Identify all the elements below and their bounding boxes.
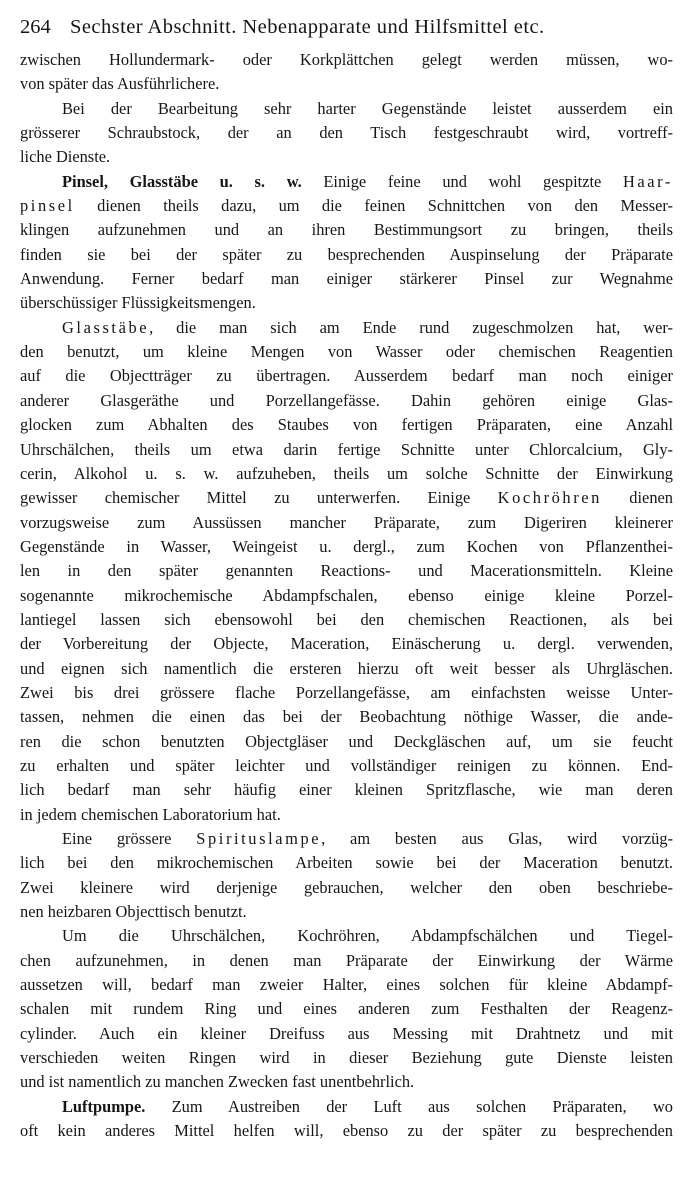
- text-segment: lich bedarf man sehr häufig einer kleinen Spritzflasche, wie man deren: [20, 780, 673, 800]
- text-segment: klingen aufzunehmen und an ihren Bestimmungsort zu bringen, theils: [20, 220, 673, 240]
- text-line: [20, 243, 673, 267]
- text-segment: oft kein anderes Mittel helfen will, ebenso zu der später zu besprechenden: [20, 1121, 673, 1141]
- running-title: Sechster Abschnitt. Nebenapparate und Hilfsmittel etc.: [70, 16, 545, 38]
- text-line: [20, 827, 673, 851]
- text-segment: gewisser chemischer Mittel zu unterwerfen. Einige: [20, 488, 498, 508]
- text-segment: verschieden weiten Ringen wird in dieser Beziehung gute Dienste leisten: [20, 1048, 673, 1068]
- text-line: [20, 949, 673, 973]
- text-line: [20, 121, 673, 145]
- text-line: [20, 1119, 673, 1143]
- text-segment: liche Dienste.: [20, 147, 111, 167]
- text-line: [20, 584, 673, 608]
- text-line: [20, 535, 673, 559]
- text-line: [20, 340, 673, 364]
- text-segment: cerin, Alkohol u. s. w. aufzuheben, theils um solche Schnitte der Einwirkung: [20, 463, 673, 483]
- text-line: [20, 48, 673, 72]
- text-line: [20, 511, 673, 535]
- text-line: [20, 559, 673, 583]
- text-segment: Uhrschälchen, theils um etwa darin fertige Schnitte unter Chlorcalcium, Gly-: [20, 439, 673, 459]
- text-segment: lich bei den mikrochemischen Arbeiten sowie bei der Maceration benutzt.: [20, 853, 673, 873]
- spaced-term: pinsel: [20, 196, 75, 216]
- text-segment: grösserer Schraubstock, der an den Tisch festgeschraubt wird, vortreff-: [20, 123, 673, 143]
- text-line: [20, 72, 673, 96]
- text-line: [20, 364, 673, 388]
- text-segment: nen heizbaren Objecttisch benutzt.: [20, 902, 247, 922]
- text-segment: in jedem chemischen Laboratorium hat.: [20, 804, 281, 824]
- text-line: [20, 900, 673, 924]
- text-segment: zu erhalten und später leichter und vollständiger reinigen zu können. End-: [20, 755, 673, 775]
- text-segment: der Vorbereitung der Objecte, Maceration, Einäscherung u. dergl. verwenden,: [20, 634, 673, 654]
- text-segment: dienen: [601, 488, 673, 508]
- text-segment: Zwei kleinere wird derjenige gebrauchen, welcher den oben beschriebe-: [20, 877, 673, 897]
- text-segment: aussetzen will, bedarf man zweier Halter, eines solchen für kleine Abdampf-: [20, 975, 673, 995]
- text-line: [20, 876, 673, 900]
- text-segment: Um die Uhrschälchen, Kochröhren, Abdampfschälchen und Tiegel-: [62, 926, 673, 946]
- text-line: [20, 754, 673, 778]
- spaced-term: Glasstäbe: [62, 317, 150, 337]
- spaced-term: Kochröhren: [497, 488, 602, 508]
- running-header: [20, 14, 673, 40]
- text-segment: Eine grössere: [62, 829, 197, 848]
- text-segment: glocken zum Abhalten des Staubes von fertigen Präparaten, eine Anzahl: [20, 415, 673, 435]
- text-line: [20, 291, 673, 315]
- text-segment: len in den später genannten Reactions- und Macerationsmitteln. Kleine: [20, 561, 673, 581]
- text-segment: cylinder. Auch ein kleiner Dreifuss aus Messing mit Drahtnetz und mit: [20, 1023, 673, 1043]
- text-segment: anderer Glasgeräthe und Porzellangefässe. Dahin gehören einige Glas-: [20, 390, 673, 410]
- text-segment: sogenannte mikrochemische Abdampfschalen, ebenso einige kleine Porzel-: [20, 585, 673, 605]
- text-segment: finden sie bei der später zu besprechenden Auspinselung der Präparate: [20, 244, 673, 264]
- text-segment: Zum Austreiben der Luft aus solchen Präparaten, wo: [145, 1096, 673, 1116]
- text-line: [20, 924, 673, 948]
- text-line: [20, 462, 673, 486]
- text-line: [20, 1095, 673, 1119]
- text-segment: dienen theils dazu, um die feinen Schnittchen von den Messer-: [74, 196, 673, 216]
- text-line: [20, 438, 673, 462]
- bold-heading: Pinsel, Glasstäbe u. s. w.: [62, 171, 302, 191]
- text-segment: , die man sich am Ende rund zugeschmolzen hat, wer-: [149, 317, 673, 337]
- text-line: [20, 267, 673, 291]
- text-line: [20, 632, 673, 656]
- text-line: [20, 705, 673, 729]
- text-line: [20, 730, 673, 754]
- text-line: [20, 681, 673, 705]
- text-segment: den benutzt, um kleine Mengen von Wasser oder chemischen Reagentien: [20, 342, 673, 362]
- text-line: [20, 170, 673, 194]
- text-line: [20, 1070, 673, 1094]
- text-line: [20, 486, 673, 510]
- text-segment: tassen, nehmen die einen das bei der Beobachtung nöthige Wasser, die ande-: [20, 707, 673, 727]
- text-segment: zwischen Hollundermark- oder Korkplättchen gelegt werden müssen, wo-: [20, 50, 673, 69]
- text-line: [20, 413, 673, 437]
- body-text: [20, 48, 673, 1143]
- text-line: [20, 218, 673, 242]
- text-line: [20, 973, 673, 997]
- text-line: [20, 316, 673, 340]
- text-segment: Gegenstände in Wasser, Weingeist u. dergl., zum Kochen von Pflanzenthei-: [20, 536, 673, 556]
- text-line: [20, 997, 673, 1021]
- text-segment: vorzugsweise zum Aussüssen mancher Präparate, zum Digeriren kleinerer: [20, 512, 673, 532]
- text-segment: Zwei bis drei grössere flache Porzellangefässe, am einfachsten weisse Unter-: [20, 682, 673, 702]
- text-line: [20, 194, 673, 218]
- text-line: [20, 1046, 673, 1070]
- bold-heading: Luftpumpe.: [62, 1096, 146, 1116]
- page-number: 264: [20, 16, 51, 38]
- text-line: [20, 1022, 673, 1046]
- text-segment: und ist namentlich zu manchen Zwecken fast unentbehrlich.: [20, 1072, 415, 1092]
- text-line: [20, 657, 673, 681]
- text-line: [20, 778, 673, 802]
- text-segment: auf die Objectträger zu übertragen. Ausserdem bedarf man noch einiger: [20, 366, 673, 386]
- text-line: [20, 97, 673, 121]
- text-segment: von später das Ausführlichere.: [20, 74, 220, 94]
- spaced-term: Haar-: [623, 171, 673, 191]
- text-segment: chen aufzunehmen, in denen man Präparate der Einwirkung der Wärme: [20, 950, 673, 970]
- text-segment: lantiegel lassen sich ebensowohl bei den chemischen Reactionen, als bei: [20, 609, 673, 629]
- text-segment: schalen mit rundem Ring und eines anderen zum Festhalten der Reagenz-: [20, 999, 673, 1019]
- text-segment: und eignen sich namentlich die ersteren hierzu oft weit besser als Uhrgläschen.: [20, 658, 673, 678]
- text-line: [20, 389, 673, 413]
- text-line: [20, 803, 673, 827]
- text-segment: Bei der Bearbeitung sehr harter Gegenstände leistet ausserdem ein: [62, 98, 673, 118]
- text-segment: ren die schon benutzten Objectgläser und Deckgläschen auf, um sie feucht: [20, 731, 673, 751]
- text-line: [20, 608, 673, 632]
- text-line: [20, 851, 673, 875]
- text-segment: Anwendung. Ferner bedarf man einiger stärkerer Pinsel zur Wegnahme: [20, 269, 673, 289]
- text-segment: überschüssiger Flüssigkeitsmengen.: [20, 293, 256, 313]
- text-segment: Einige feine und wohl gespitzte: [301, 171, 623, 191]
- spaced-term: Spirituslampe: [196, 829, 322, 848]
- text-line: [20, 145, 673, 169]
- text-segment: , am besten aus Glas, wird vorzüg-: [321, 829, 673, 848]
